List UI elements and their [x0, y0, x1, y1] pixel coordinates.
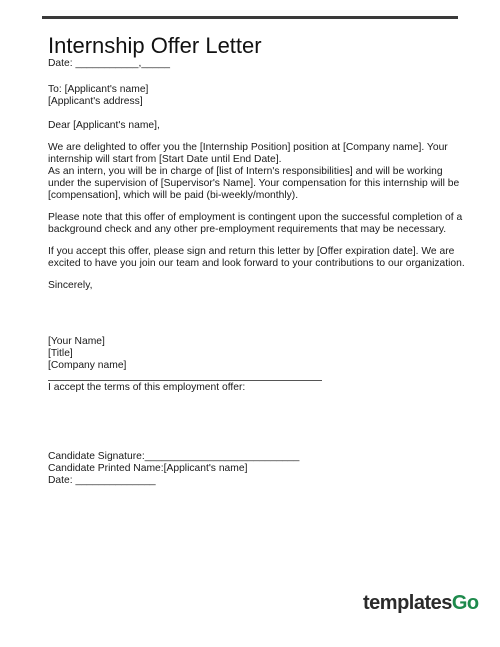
paragraph-line: [compensation], which will be paid (bi-weekly/monthly). — [48, 190, 299, 201]
paragraph-line: We are delighted to offer you the [Internship Position] position at [Company name]. Your — [48, 142, 448, 153]
paragraph-line: excited to have you join our team and look forward to your contributions to our organization. — [48, 258, 465, 269]
paragraph-line: background check and any other pre-employment requirements that may be necessary. — [48, 224, 447, 235]
document-title: Internship Offer Letter — [48, 33, 262, 58]
paragraph-line: internship will start from [Start Date until End Date]. — [48, 154, 282, 165]
signature-rule — [48, 380, 322, 381]
candidate-date-line: Date: ______________ — [48, 475, 156, 486]
acceptance-text: I accept the terms of this employment offer: — [48, 382, 246, 393]
paragraph-line: As an intern, you will be in charge of [list of Intern's responsibilities] and will be working — [48, 166, 443, 177]
candidate-signature-line: Candidate Signature:___________________________ — [48, 451, 300, 462]
closing: Sincerely, — [48, 280, 93, 291]
recipient-address: [Applicant's address] — [48, 96, 143, 107]
paragraph-line: If you accept this offer, please sign and return this letter by [Offer expiration date]. We are — [48, 246, 455, 257]
top-rule — [42, 16, 458, 19]
date-line: Date: ___________,_____ — [48, 58, 170, 69]
templatesgo-logo — [363, 592, 479, 615]
logo-text-templates: templates — [363, 592, 452, 614]
salutation: Dear [Applicant's name], — [48, 120, 160, 131]
paragraph-line: under the supervision of [Supervisor's Name]. Your compensation for this internship will be — [48, 178, 460, 189]
sender-company: [Company name] — [48, 360, 127, 371]
candidate-printed-name: Candidate Printed Name:[Applicant's name] — [48, 463, 248, 474]
recipient-name: To: [Applicant's name] — [48, 84, 149, 95]
sender-name: [Your Name] — [48, 336, 105, 347]
sender-title: [Title] — [48, 348, 73, 359]
paragraph-line: Please note that this offer of employment is contingent upon the successful completion of a — [48, 212, 463, 223]
logo-text-go: Go — [451, 592, 479, 614]
